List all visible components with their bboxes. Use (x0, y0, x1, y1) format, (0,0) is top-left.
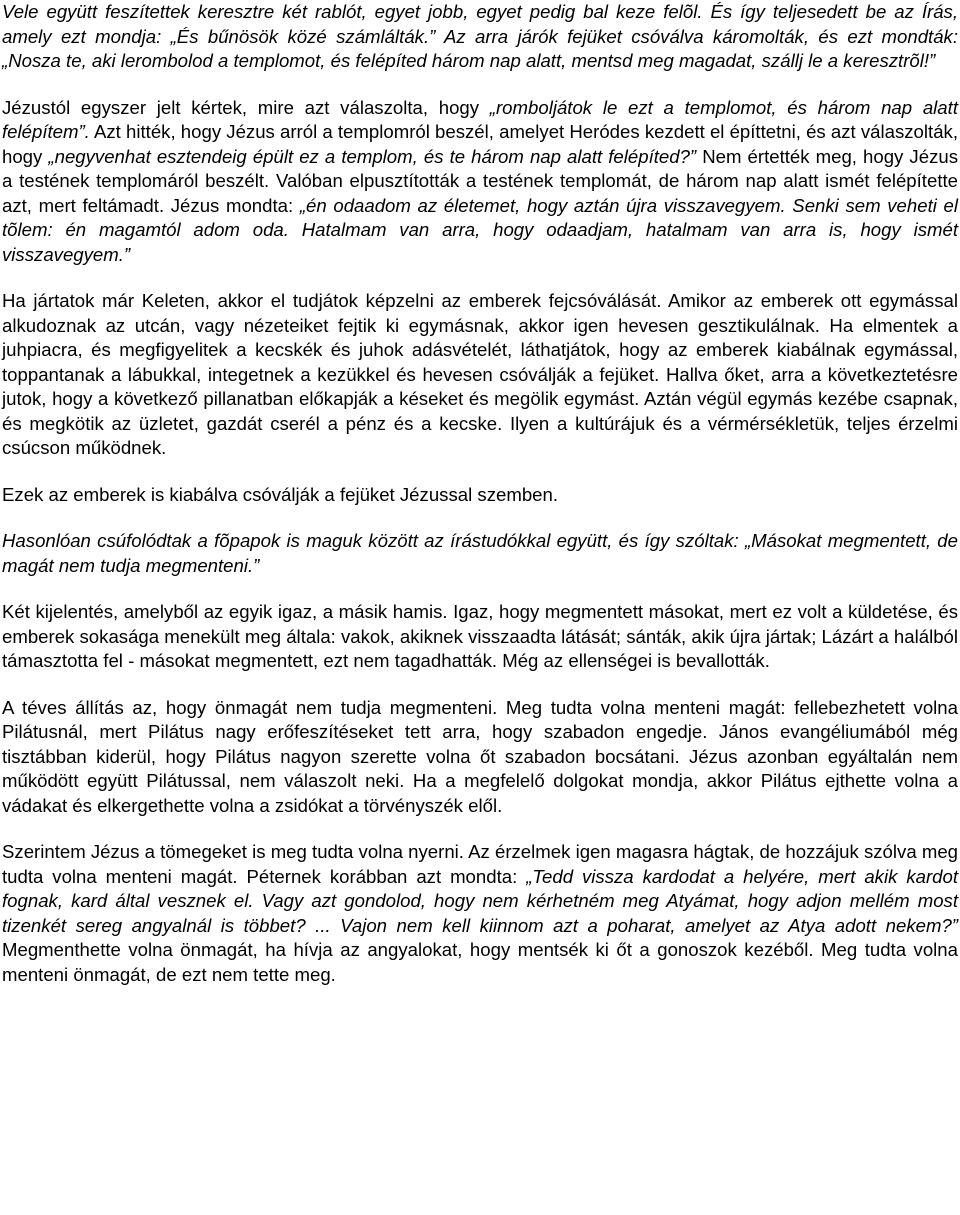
body-text: Jézustól egyszer jelt kértek, mire azt válaszolta, hogy (2, 96, 490, 118)
paragraph-gap (2, 578, 958, 600)
quote-text: „romboljátok le ezt a templomot, és három nap alatt felépítem”. (2, 96, 958, 142)
quote-text: „negyvenhat esztendeig épült ez a templom, és te három nap alatt felépíted?” (48, 145, 697, 167)
paragraph-temple-sign (2, 96, 958, 268)
body-text: Két kijelentés, amelyből az egyik igaz, a másik hamis. Igaz, hogy megmentett másokat, mert ez volt a küldetése, és emberek sokasága menekült meg általa: vakok, akiknek visszaadta látását; sánták, akik újra jártak; Lázárt a halálból támasztotta fel - másokat megmentett, ezt nem tagadhatták. Még az ellenségei is bevallották. (2, 601, 959, 671)
body-text: Azt hitték, hogy Jézus arról a templomról beszél, amelyet Heródes kezdett el építtetni, és azt válaszolták, hogy (2, 121, 958, 167)
body-text: Ha jártatok már Keleten, akkor el tudjátok képzelni az emberek fejcsóválását. Amikor az emberek ott egymással alkudoznak az utcán, vagy nézeteiket fejtik ki egymásnak, akkor igen hevesen gesztikulálnak. Ha elmentek a juhpiacra, és megfigyelitek a kecskék és juhok adásvételét, láthatjátok, hogy az emberek kiabálnak egymással, toppantanak a lábukkal, integetnek a kezükkel és hevesen csóválják a fejüket. Hallva őket, arra a következtetésre jutok, hogy a következő pillanatban előkapják a késeket és megölik egymást. Aztán végül egymás kezébe csapnak, és megkötik az üzletet, gazdát cserél a pénz és a kecske. Ilyen a kultúrájuk és a vérmérsékletük, teljes érzelmi csúcson működnek. (2, 290, 958, 458)
paragraph-crucifixion-quote (2, 0, 958, 74)
paragraph-crowds (2, 840, 958, 987)
quote-text: „én odaadom az életemet, hogy aztán újra visszavegyem. Senki sem veheti el tõlem: én magamtól adom oda. Hatalmam van arra, hogy odaadjam, hatalmam van arra is, hogy ismét visszavegyem.” (2, 194, 958, 265)
paragraph-false-claim (2, 696, 958, 819)
paragraph-priests-mocking (2, 529, 958, 578)
paragraph-gap (2, 818, 958, 840)
paragraph-shaking-heads (2, 483, 958, 508)
quote-text: Hasonlóan csúfolódtak a fõpapok is maguk között az írástudókkal együtt, és így szóltak: „Másokat megmentett, de magát nem tudja megmenteni.” (2, 530, 958, 576)
body-text: Megmenthette volna önmagát, ha hívja az angyalokat, hogy mentsék ki őt a gonoszok kezéből. Meg tudta volna menteni önmagát, de ezt nem tette meg. (2, 939, 958, 985)
paragraph-gap (2, 267, 958, 289)
paragraph-gap (2, 507, 958, 529)
body-text: Nem értették meg, hogy Jézus a testének templomáról beszélt. Valóban elpusztították a testének templomát, de három nap alatt ismét felépítette azt, mert feltámadt. Jézus mondta: (2, 145, 959, 216)
body-text: A téves állítás az, hogy önmagát nem tudja megmenteni. Meg tudta volna menteni magát: fellebezhetett volna Pilátusnál, mert Pilátus nagy erőfeszítéseket tett arra, hogy szabadon engedje. János evangéliumából még tisztábban kiderül, hogy Pilátus nagyon szerette volna őt szabadon bocsátani. Jézus azonban egyáltalán nem működött együtt Pilátussal, nem válaszolt neki. Ha a megfelelő dolgokat mondja, akkor Pilátus ejthette volna a vádakat és elkergethette volna a zsidókat a törvényszék elől. (2, 696, 958, 816)
paragraph-gap (2, 74, 958, 96)
paragraph-gap (2, 674, 958, 696)
quote-text: Vele együtt feszítettek keresztre két rablót, egyet jobb, egyet pedig bal keze felõl. És így teljesedett be az Írás, amely ezt mondja: „És bűnösök közé számlálták.” Az arra járók fejüket csóválva káromolták, és ezt mondták: „Nosza te, aki lerombolod a templomot, és felépíted három nap alatt, mentsd meg magadat, szállj le a keresztrõl!” (2, 1, 958, 71)
body-text: Ezek az emberek is kiabálva csóválják a fejüket Jézussal szemben. (2, 483, 559, 505)
paragraph-east-gestures (2, 289, 958, 461)
paragraph-gap (2, 461, 958, 483)
quote-text: „Tedd vissza kardodat a helyére, mert akik kardot fognak, kard által vesznek el. Vagy azt gondolod, hogy nem kérhetném meg Atyámat, hogy adjon mellém most tizenkét sereg angyalnál is többet? ... Vajon nem kell kiinnom azt a poharat, amelyet az Atya adott nekem?” (2, 865, 958, 936)
body-text: Szerintem Jézus a tömegeket is meg tudta volna nyerni. Az érzelmek igen magasra hágtak, de hozzájuk szólva meg tudta volna menteni magát. Péternek korábban azt mondta: (2, 841, 958, 887)
paragraph-two-statements (2, 600, 958, 674)
